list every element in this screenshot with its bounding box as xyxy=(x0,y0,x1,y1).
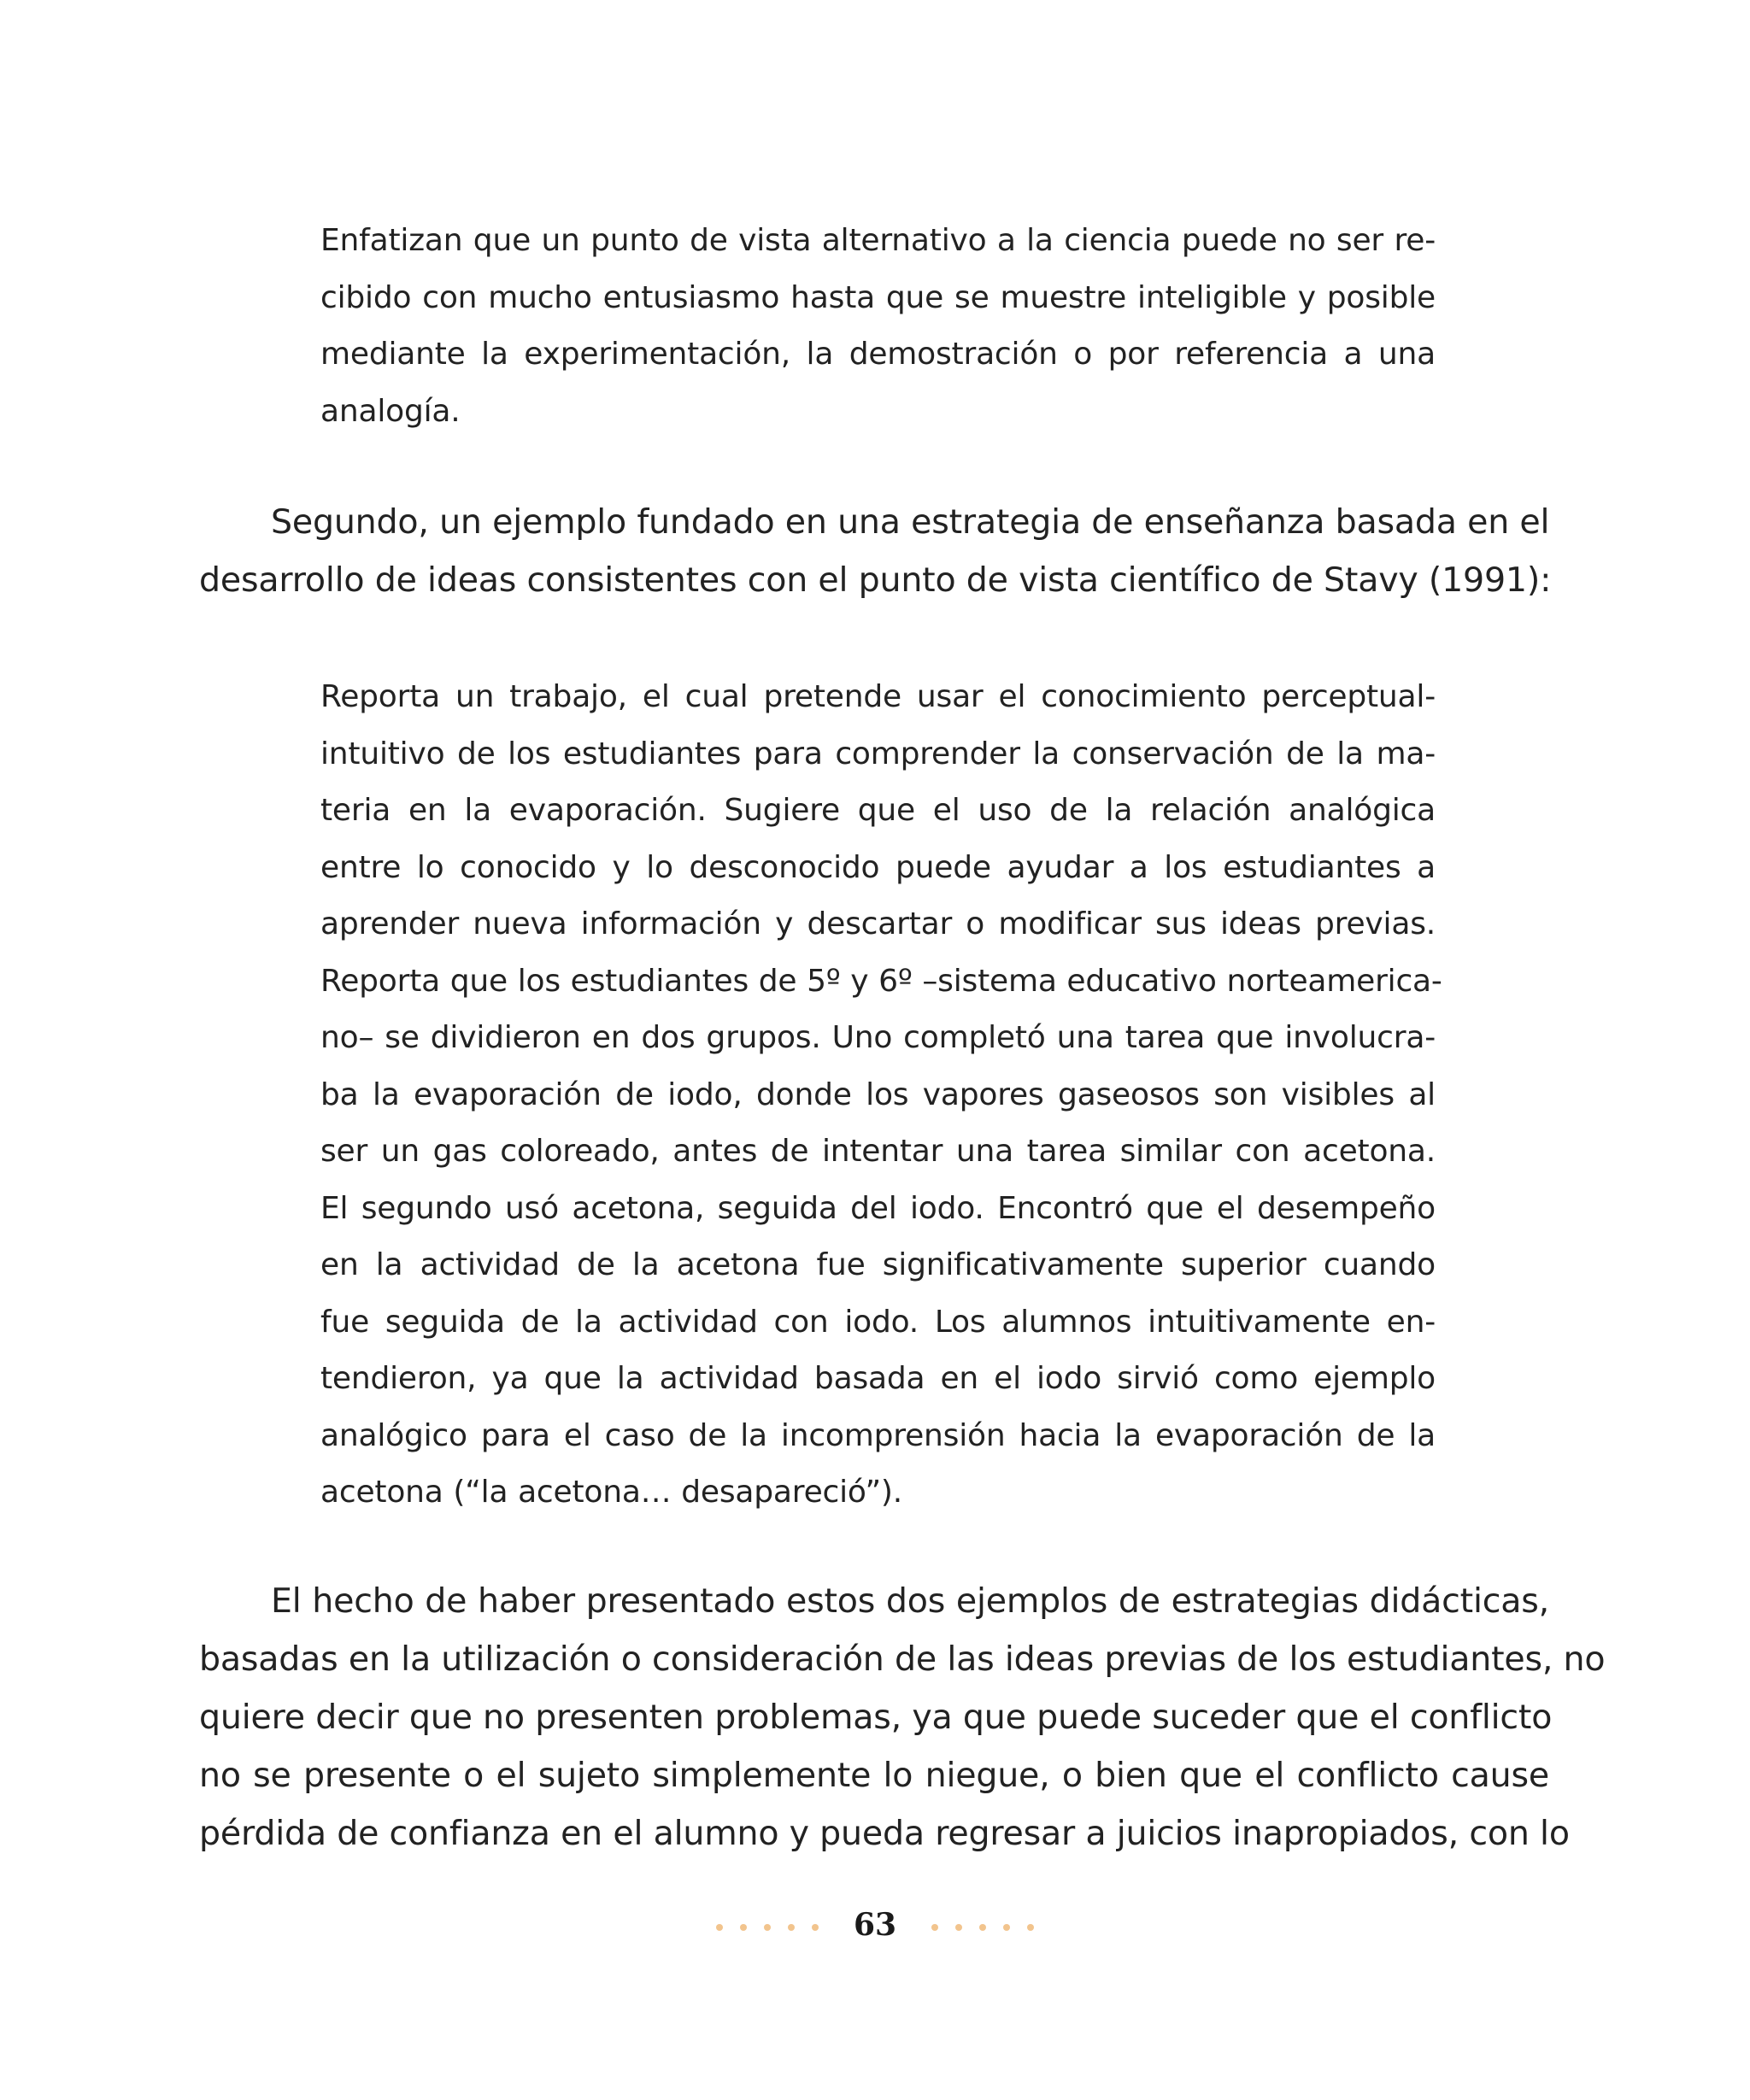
quote-2-line: no– se dividieron en dos grupos. Uno completó una tarea que involucra- xyxy=(320,1020,1436,1055)
quote-1-line: analogía. xyxy=(320,393,461,429)
body-paragraph-1 xyxy=(199,493,1552,609)
quote-2-line: El segundo usó acetona, seguida del iodo. Encontró que el desempeño xyxy=(320,1190,1436,1226)
quote-2-line: acetona (“la acetona… desapareció”). xyxy=(320,1475,902,1510)
body-paragraph-2 xyxy=(199,1572,1606,1862)
footer-dots-right xyxy=(923,1915,1042,1935)
quote-2-line: fue seguida de la actividad con iodo. Los alumnos intuitivamente en- xyxy=(320,1304,1436,1340)
quote-2-line: teria en la evaporación. Sugiere que el uso de la relación analógica xyxy=(320,793,1436,828)
quote-2-line: analógico para el caso de la incomprensión hacia la evaporación de la xyxy=(320,1417,1436,1453)
paragraph-1-line: desarrollo de ideas consistentes con el punto de vista científico de Stavy (1991): xyxy=(199,560,1552,600)
block-quote-2 xyxy=(320,669,1442,1522)
quote-2-line: en la actividad de la acetona fue significativamente superior cuando xyxy=(320,1247,1436,1282)
quote-2-line: intuitivo de los estudiantes para comprender la conservación de la ma- xyxy=(320,736,1436,771)
quote-2-line: ba la evaporación de iodo, donde los vapores gaseosos son visibles al xyxy=(320,1076,1436,1112)
paragraph-1-line: Segundo, un ejemplo fundado en una estrategia de enseñanza basada en el xyxy=(271,502,1550,542)
quote-2-line: ser un gas coloreado, antes de intentar una tarea similar con acetona. xyxy=(320,1134,1436,1169)
block-quote-1 xyxy=(320,213,1436,440)
paragraph-2-line: no se presente o el sujeto simplemente lo niegue, o bien que el conflicto cause xyxy=(199,1756,1549,1795)
footer-dots-left xyxy=(708,1915,827,1935)
paragraph-2-line: El hecho de haber presentado estos dos ejemplos de estrategias didácticas, xyxy=(271,1581,1549,1621)
quote-1-line: mediante la experimentación, la demostración o por referencia a una xyxy=(320,337,1436,372)
paragraph-2-line: pérdida de confianza en el alumno y pueda regresar a juicios inapropiados, con lo xyxy=(199,1814,1570,1853)
quote-2-line: aprender nueva información y descartar o modificar sus ideas previas. xyxy=(320,906,1436,941)
quote-2-line: Reporta que los estudiantes de 5º y 6º –sistema educativo norteamerica- xyxy=(320,963,1442,999)
page-number: 63 xyxy=(853,1907,897,1943)
quote-2-line: Reporta un trabajo, el cual pretende usar el conocimiento perceptual- xyxy=(320,679,1436,714)
quote-2-line: tendieron, ya que la actividad basada en el iodo sirvió como ejemplo xyxy=(320,1361,1436,1396)
quote-1-line: Enfatizan que un punto de vista alternativo a la ciencia puede no ser re- xyxy=(320,223,1436,258)
quote-1-line: cibido con mucho entusiasmo hasta que se muestre inteligible y posible xyxy=(320,279,1436,315)
paragraph-2-line: basadas en la utilización o consideración de las ideas previas de los estudiantes, no xyxy=(199,1640,1606,1679)
page-footer xyxy=(0,1907,1750,1943)
paragraph-2-line: quiere decir que no presenten problemas, ya que puede suceder que el conflicto xyxy=(199,1698,1553,1737)
quote-2-line: entre lo conocido y lo desconocido puede ayudar a los estudiantes a xyxy=(320,849,1436,885)
